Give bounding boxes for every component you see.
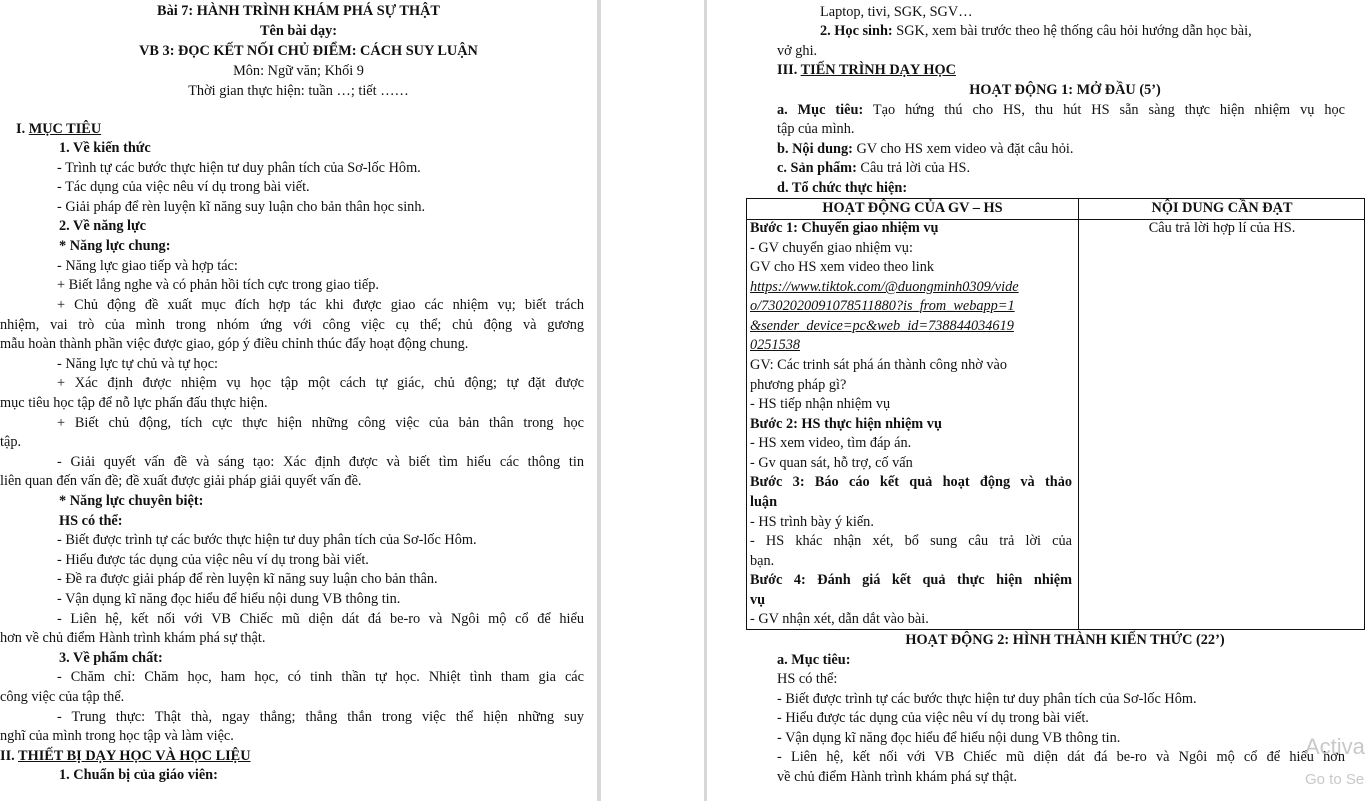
subheading-knowledge: 1. Về kiến thức bbox=[59, 140, 151, 156]
table-text-line: - Gv quan sát, hỗ trợ, cố vấn bbox=[750, 455, 913, 471]
table-text-line: GV cho HS xem video theo link bbox=[750, 259, 934, 275]
goal-label: a. Mục tiêu: bbox=[777, 102, 864, 118]
text-line: - Năng lực tự chủ và tự học: bbox=[57, 356, 219, 372]
subheading-competence: 2. Về năng lực bbox=[59, 218, 146, 234]
text-line: - Giải quyết vấn đề và sáng tạo: Xác định được và biết tìm hiểu các thông tin bbox=[57, 454, 584, 470]
text-line: tập của mình. bbox=[777, 121, 855, 137]
activity-table bbox=[746, 198, 1365, 630]
product-label: c. Sản phẩm: bbox=[777, 160, 857, 176]
text-line: - Vận dụng kĩ năng đọc hiểu để hiểu nội dung VB thông tin. bbox=[57, 591, 401, 607]
section-2-title: THIẾT BỊ DẠY HỌC VÀ HỌC LIỆU bbox=[18, 748, 251, 764]
text-line: nghĩ của mình trong học tập và làm việc. bbox=[0, 728, 234, 744]
content-label: b. Nội dung: bbox=[777, 141, 853, 157]
section-1-title: MỤC TIÊU bbox=[28, 121, 102, 137]
text-line: + Chủ động đề xuất mục đích hợp tác khi được giao các nhiệm vụ; biết trách bbox=[57, 297, 584, 313]
section-3-title: TIẾN TRÌNH DẠY HỌC bbox=[800, 62, 956, 78]
text-line: tập. bbox=[0, 434, 22, 450]
text-line: hơn về chủ điểm Hành trình khám phá sự thật. bbox=[0, 630, 266, 646]
text-line: - Vận dụng kĩ năng đọc hiểu để hiểu nội dung VB thông tin. bbox=[777, 730, 1121, 746]
table-text-line: - HS tiếp nhận nhiệm vụ bbox=[750, 396, 891, 412]
table-column-divider bbox=[1078, 199, 1079, 629]
text-line: Laptop, tivi, SGK, SGV… bbox=[820, 4, 973, 20]
students-line bbox=[820, 22, 1252, 42]
section-1-heading bbox=[16, 120, 101, 140]
text-line: - Tác dụng của việc nêu ví dụ trong bài viết. bbox=[57, 179, 310, 195]
subheading-teacher-prep: 1. Chuẩn bị của giáo viên: bbox=[59, 767, 218, 783]
text-line: - Đề ra được giải pháp để rèn luyện kĩ năng suy luận cho bản thân. bbox=[57, 571, 438, 587]
activity-2-title: HOẠT ĐỘNG 2: HÌNH THÀNH KIẾN THỨC (22’) bbox=[905, 632, 1225, 648]
video-link[interactable]: 0251538 bbox=[750, 337, 801, 353]
activation-watermark-subtitle: Go to Se bbox=[1305, 771, 1365, 788]
text-line: liên quan đến vấn đề; đề xuất được giải pháp giải quyết vấn đề. bbox=[0, 473, 362, 489]
section-2-number: II. bbox=[0, 748, 19, 764]
text-line: - Năng lực giao tiếp và hợp tác: bbox=[57, 258, 238, 274]
text-line: mục tiêu học tập để nỗ lực phấn đấu thực hiện. bbox=[0, 395, 268, 411]
text-line: - Giải pháp để rèn luyện kĩ năng suy luận cho bản thân học sinh. bbox=[57, 199, 426, 215]
table-text-line: - HS trình bày ý kiến. bbox=[750, 514, 874, 530]
subheading-general: * Năng lực chung: bbox=[59, 238, 171, 254]
product-line bbox=[777, 159, 970, 179]
section-3-number: III. bbox=[777, 62, 801, 78]
left-page bbox=[0, 0, 597, 801]
table-text-line: - GV nhận xét, dẫn dắt vào bài. bbox=[750, 611, 929, 627]
video-link[interactable]: https://www.tiktok.com/@duongminh0309/vide bbox=[750, 279, 1019, 295]
section-2-heading bbox=[0, 747, 251, 767]
page-gap bbox=[597, 0, 707, 801]
table-header-content: NỘI DUNG CẦN ĐẠT bbox=[1151, 200, 1293, 216]
text-line: - Liên hệ, kết nối với VB Chiếc mũ diện dát đá be-ro và Ngôi mộ cổ để hiểu hơn bbox=[777, 749, 1345, 765]
text-line: - Biết được trình tự các bước thực hiện tư duy phân tích của Sơ-lốc Hôm. bbox=[57, 532, 477, 548]
table-step-2: Bước 2: HS thực hiện nhiệm vụ bbox=[750, 416, 942, 432]
goal-text: Tạo hứng thú cho HS, thu hút HS sẵn sàng thực hiện nhiệm vụ học bbox=[863, 102, 1346, 118]
subheading-qualities: 3. Về phẩm chất: bbox=[59, 650, 163, 666]
reading-title: VB 3: ĐỌC KẾT NỐI CHỦ ĐIỂM: CÁCH SUY LUẬN bbox=[139, 43, 478, 59]
table-step-3-cont: luận bbox=[750, 494, 778, 510]
table-cell-answer: Câu trả lời hợp lí của HS. bbox=[1148, 220, 1296, 236]
goal-label-2: a. Mục tiêu: bbox=[777, 652, 851, 668]
table-text-line: - GV chuyển giao nhiệm vụ: bbox=[750, 240, 913, 256]
text-line: - Chăm chỉ: Chăm học, ham học, có tinh thần tự học. Nhiệt tình tham gia các bbox=[57, 669, 584, 685]
section-1-number: I. bbox=[16, 121, 29, 137]
text-line: nhiệm, vai trò của mình trong nhóm ứng với công việc cụ thể; chủ động và gương bbox=[0, 317, 584, 333]
lesson-title: Bài 7: HÀNH TRÌNH KHÁM PHÁ SỰ THẬT bbox=[157, 3, 440, 19]
table-text-line: - HS xem video, tìm đáp án. bbox=[750, 435, 912, 451]
lesson-name-label: Tên bài dạy: bbox=[259, 23, 338, 39]
text-line: + Biết chủ động, tích cực thực hiện những công việc của bản thân trong học bbox=[57, 415, 584, 431]
students-label: 2. Học sinh: bbox=[820, 23, 893, 39]
goal-line bbox=[777, 101, 1345, 121]
video-link[interactable]: o/7302020091078511880?is_from_webapp=1 bbox=[750, 298, 1015, 314]
activation-watermark-title: Activa bbox=[1305, 734, 1365, 759]
text-line: + Biết lắng nghe và có phản hồi tích cực trong giao tiếp. bbox=[57, 277, 379, 293]
section-3-heading bbox=[777, 61, 956, 81]
text-line: HS có thể: bbox=[777, 671, 838, 687]
table-step-1: Bước 1: Chuyển giao nhiệm vụ bbox=[750, 220, 939, 236]
table-text-line: - HS khác nhận xét, bổ sung câu trả lời của bbox=[750, 533, 1072, 549]
subheading-specific: * Năng lực chuyên biệt: bbox=[59, 493, 204, 509]
text-line: - Trung thực: Thật thà, ngay thẳng; thẳng thắn trong việc thể hiện những suy bbox=[57, 709, 584, 725]
text-line: về chủ điểm Hành trình khám phá sự thật. bbox=[777, 769, 1018, 785]
text-line: - Biết được trình tự các bước thực hiện tư duy phân tích của Sơ-lốc Hôm. bbox=[777, 691, 1197, 707]
activity-1-title: HOẠT ĐỘNG 1: MỞ ĐẦU (5’) bbox=[969, 82, 1161, 98]
page-edge-shadow bbox=[597, 0, 601, 801]
text-line: công việc của tập thể. bbox=[0, 689, 125, 705]
video-link[interactable]: &sender_device=pc&web_id=738844034619 bbox=[750, 318, 1014, 334]
text-line: - Trình tự các bước thực hiện tư duy phân tích của Sơ-lốc Hôm. bbox=[57, 160, 421, 176]
table-text-line: GV: Các trinh sát phá án thành công nhờ vào bbox=[750, 357, 1008, 373]
table-step-4: Bước 4: Đánh giá kết quả thực hiện nhiệm bbox=[750, 572, 1072, 588]
text-line: vở ghi. bbox=[777, 43, 818, 59]
text-line: mẫu hoàn thành phần việc được giao, góp ý điều chỉnh thúc đẩy hoạt động chung. bbox=[0, 336, 469, 352]
text-line: - Liên hệ, kết nối với VB Chiếc mũ diện dát đá be-ro và Ngôi mộ cổ để hiểu bbox=[57, 611, 584, 627]
content-text: GV cho HS xem video và đặt câu hỏi. bbox=[852, 141, 1074, 157]
text-line: + Xác định được nhiệm vụ học tập một cách tự giác, chủ động; tự đặt được bbox=[57, 375, 584, 391]
table-header-gv-hs: HOẠT ĐỘNG CỦA GV – HS bbox=[822, 200, 1003, 216]
organization-label: d. Tổ chức thực hiện: bbox=[777, 180, 908, 196]
content-line bbox=[777, 140, 1073, 160]
subheading-hs: HS có thể: bbox=[59, 513, 123, 529]
time-line: Thời gian thực hiện: tuần …; tiết …… bbox=[188, 83, 409, 99]
text-line: - Hiểu được tác dụng của việc nêu ví dụ trong bài viết. bbox=[57, 552, 369, 568]
table-step-4-cont: vụ bbox=[750, 592, 766, 608]
table-text-line: phương pháp gì? bbox=[750, 377, 847, 393]
table-text-line: bạn. bbox=[750, 553, 775, 569]
subject-line: Môn: Ngữ văn; Khối 9 bbox=[233, 63, 364, 79]
product-text: Câu trả lời của HS. bbox=[856, 160, 971, 176]
table-step-3: Bước 3: Báo cáo kết quả hoạt động và thảo bbox=[750, 474, 1072, 490]
text-line: - Hiểu được tác dụng của việc nêu ví dụ trong bài viết. bbox=[777, 710, 1089, 726]
students-text: SGK, xem bài trước theo hệ thống câu hỏi hướng dẫn học bài, bbox=[892, 23, 1252, 39]
